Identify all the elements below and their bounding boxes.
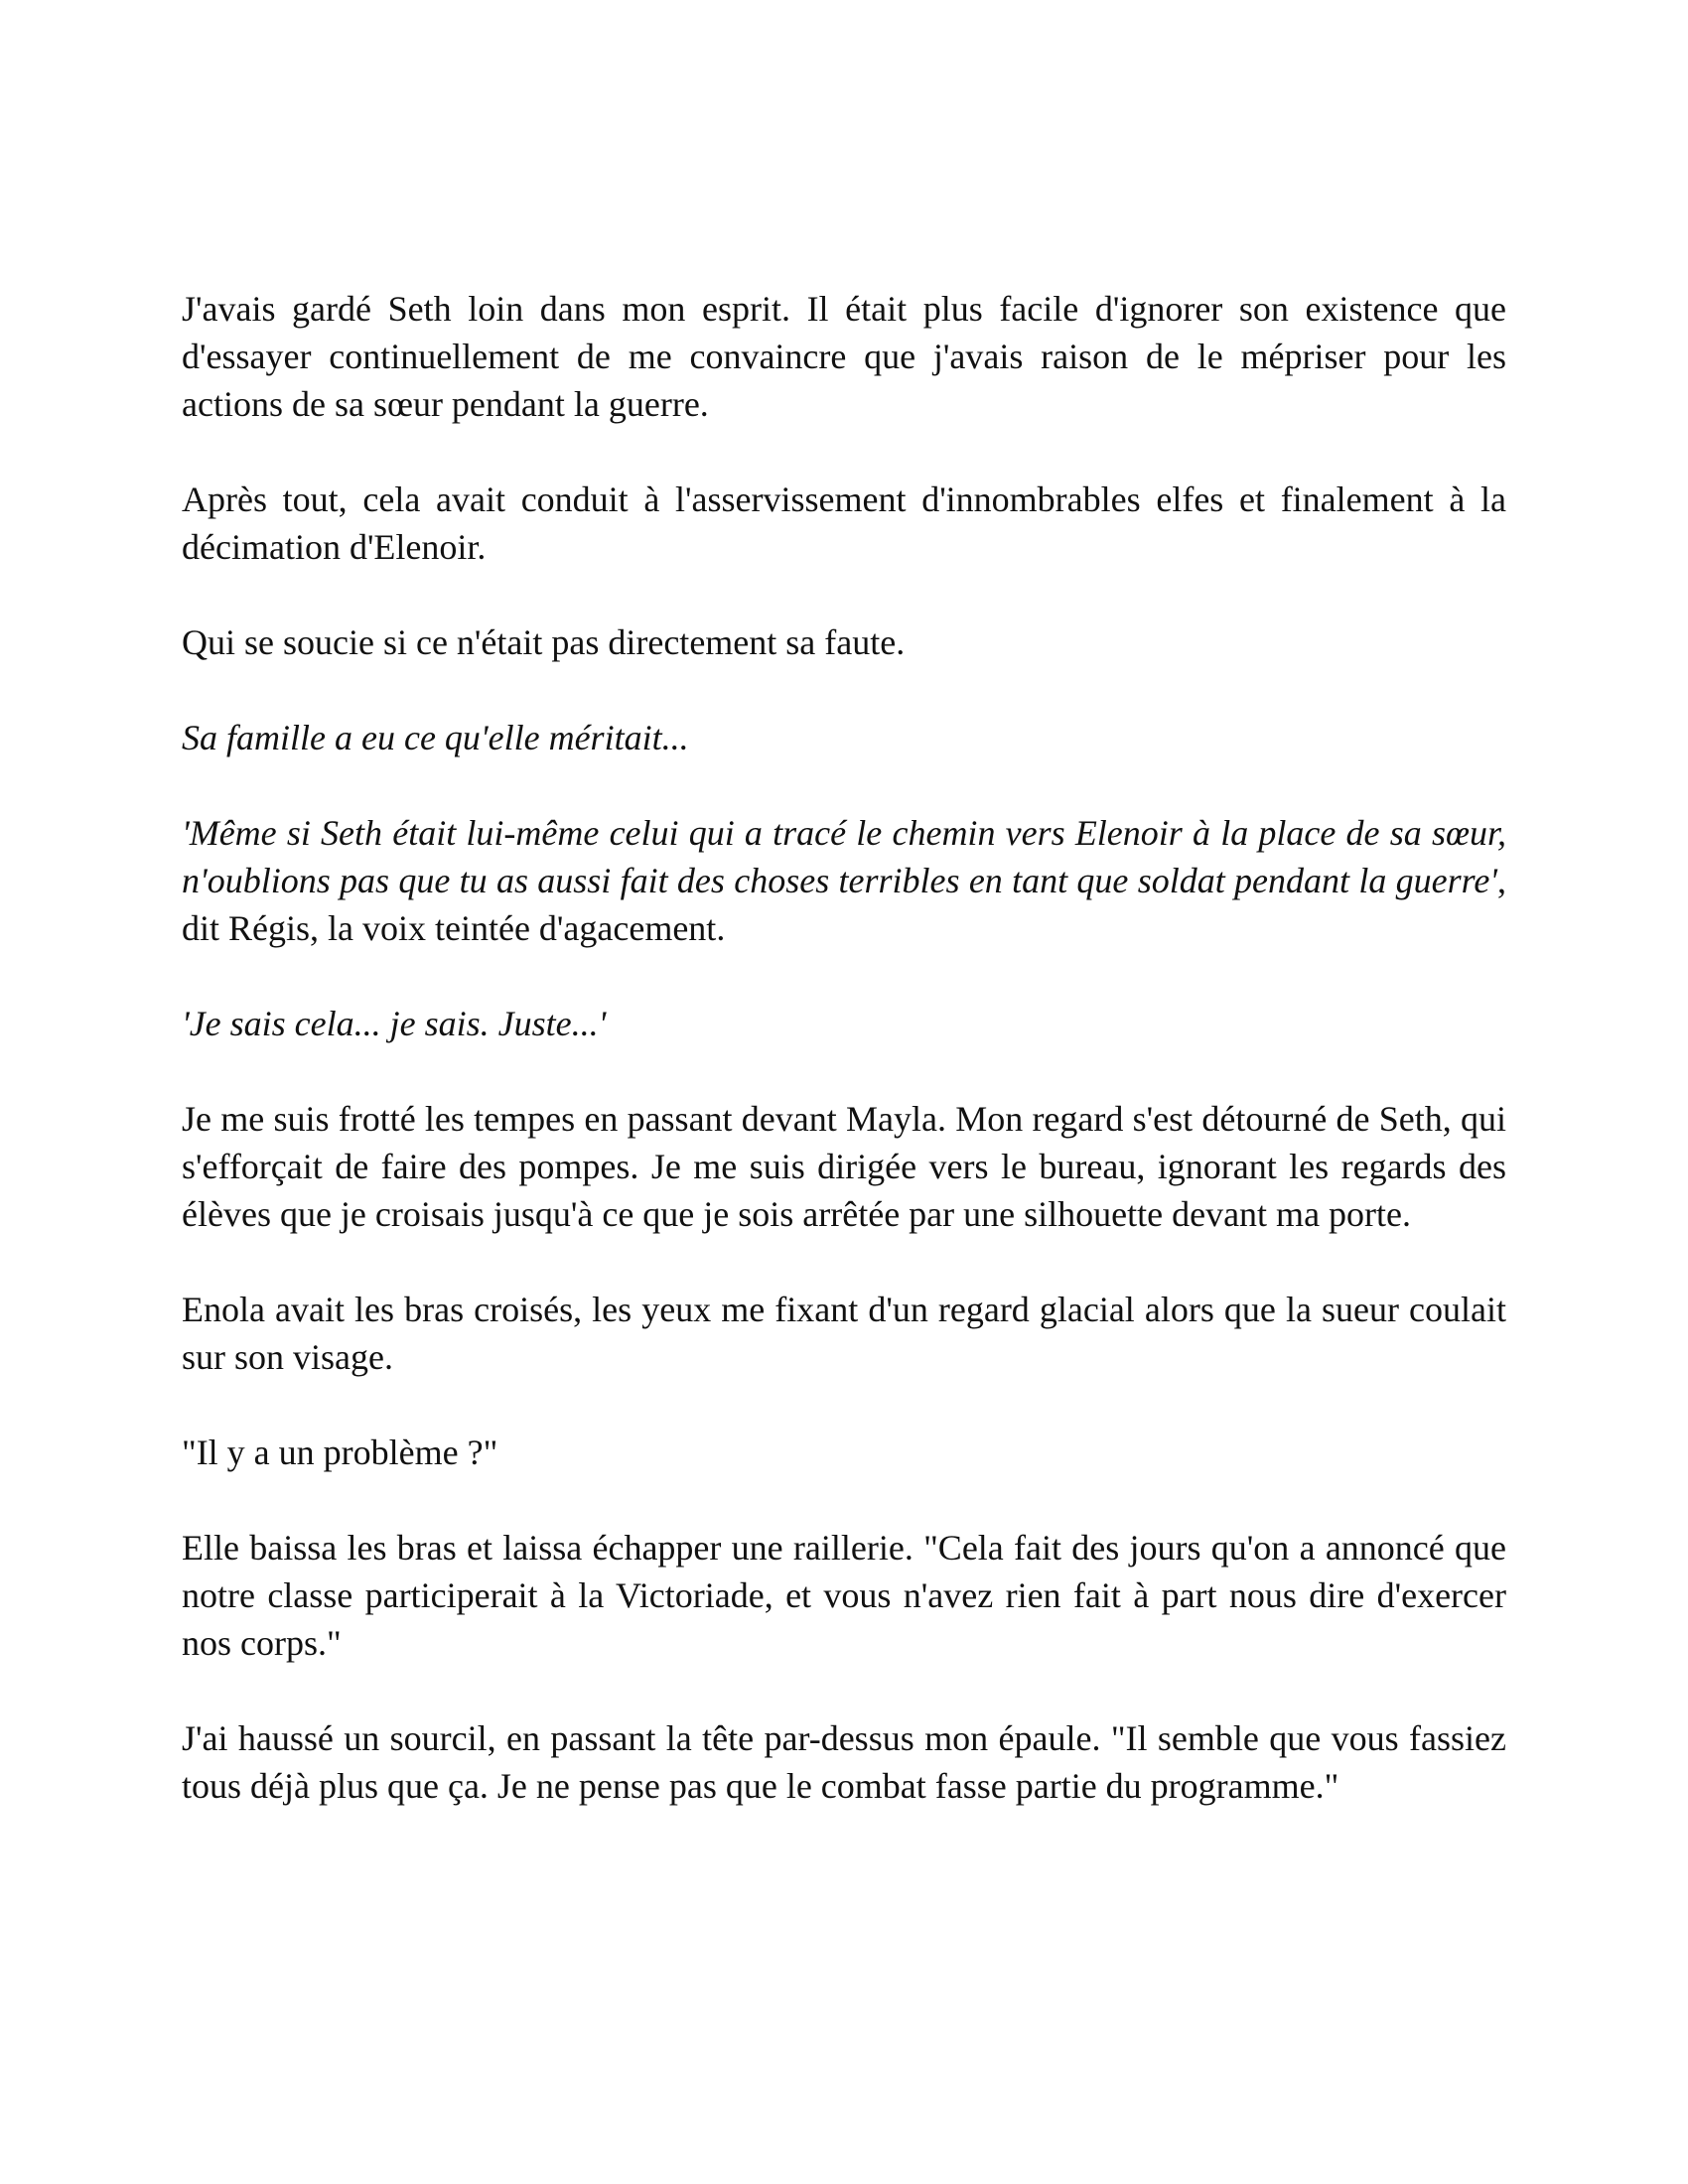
- paragraph-text: J'ai haussé un sourcil, en passant la tête par-dessus mon épaule. "Il semble que vous fassiez tous déjà plus que ça. Je ne pense pas que le combat fasse partie du programme.": [182, 1718, 1506, 1806]
- paragraph-11: [182, 1714, 1506, 1810]
- document-page: [182, 285, 1506, 1810]
- paragraph-4-thought: [182, 714, 1506, 761]
- paragraph-6-thought: [182, 1000, 1506, 1047]
- paragraph-5-dialogue: [182, 809, 1506, 952]
- paragraph-text: Je me suis frotté les tempes en passant devant Mayla. Mon regard s'est détourné de Seth, qui s'efforçait de faire des pompes. Je me suis dirigée vers le bureau, ignorant les regards des élèves que je croisais jusqu'à ce que je sois arrêtée par une silhouette devant ma porte.: [182, 1099, 1506, 1234]
- paragraph-text: Après tout, cela avait conduit à l'asservissement d'innombrables elfes et finalement à la décimation d'Elenoir.: [182, 479, 1506, 567]
- paragraph-1: [182, 285, 1506, 428]
- paragraph-text: Enola avait les bras croisés, les yeux me fixant d'un regard glacial alors que la sueur coulait sur son visage.: [182, 1290, 1506, 1377]
- paragraph-text: J'avais gardé Seth loin dans mon esprit. Il était plus facile d'ignorer son existence que d'essayer continuellement de me convaincre que j'avais raison de le mépriser pour les actions de sa sœur pendant la guerre.: [182, 289, 1506, 424]
- paragraph-10: [182, 1524, 1506, 1667]
- paragraph-text: Qui se soucie si ce n'était pas directement sa faute.: [182, 622, 906, 662]
- italic-thought: Sa famille a eu ce qu'elle méritait...: [182, 718, 689, 757]
- dialogue-tag: , dit Régis, la voix teintée d'agacement.: [182, 861, 1506, 948]
- paragraph-text: "Il y a un problème ?": [182, 1433, 498, 1472]
- paragraph-8: [182, 1286, 1506, 1381]
- paragraph-text: Elle baissa les bras et laissa échapper une raillerie. "Cela fait des jours qu'on a annoncé que notre classe participerait à la Victoriade, et vous n'avez rien fait à part nous dire d'exercer nos corps.": [182, 1528, 1506, 1663]
- paragraph-3: [182, 618, 1506, 666]
- paragraph-9-dialogue: [182, 1429, 1506, 1476]
- italic-dialogue: 'Même si Seth était lui-même celui qui a tracé le chemin vers Elenoir à la place de sa sœur, n'oublions pas que tu as aussi fait des choses terribles en tant que soldat pendant la guerre': [182, 813, 1506, 900]
- paragraph-2: [182, 476, 1506, 571]
- paragraph-7: [182, 1095, 1506, 1238]
- italic-thought: 'Je sais cela... je sais. Juste...': [182, 1004, 607, 1043]
